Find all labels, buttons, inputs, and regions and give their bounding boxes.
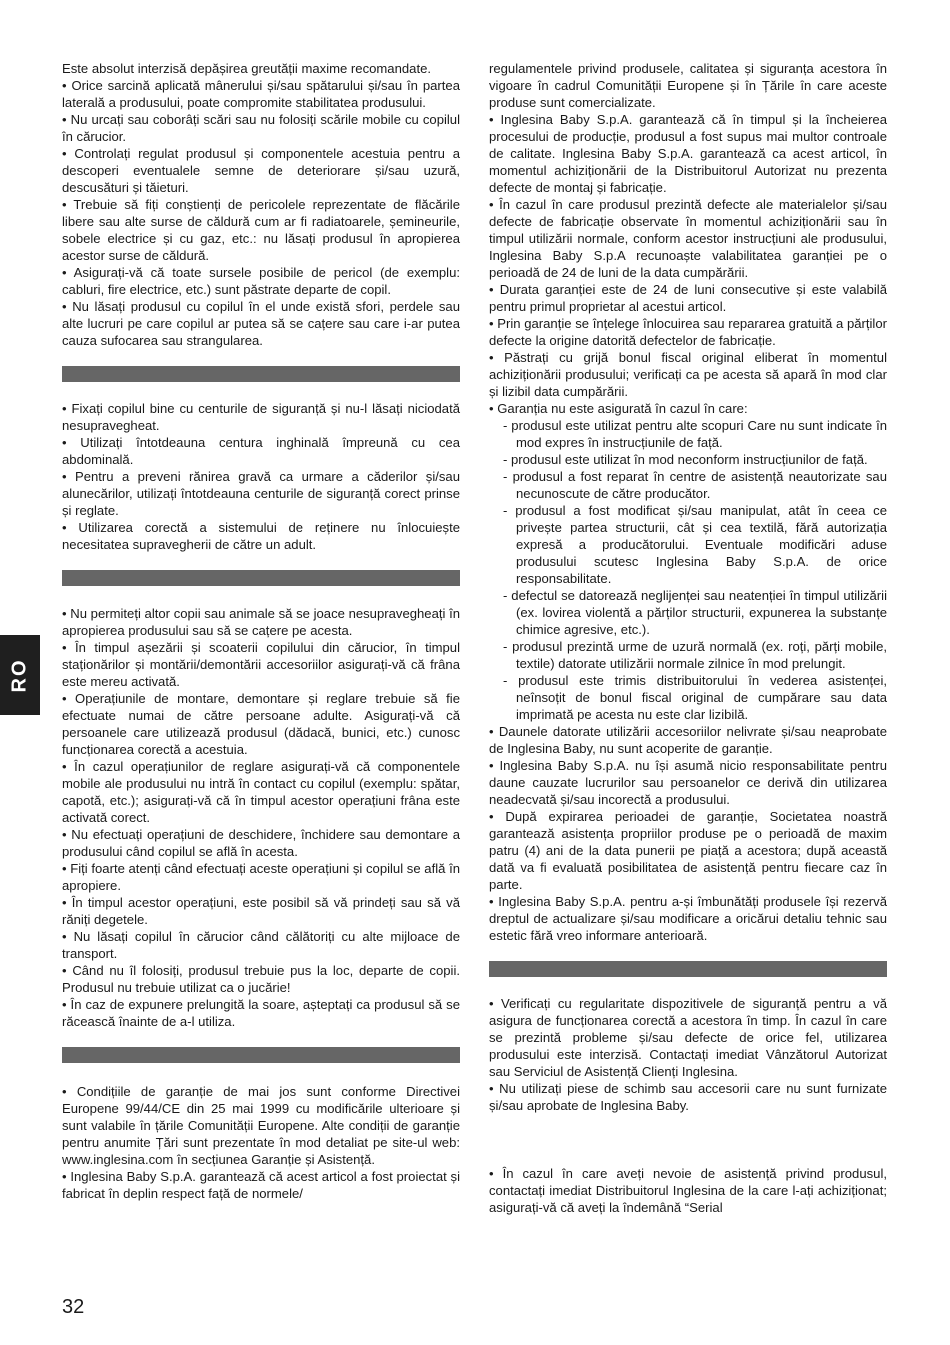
paragraph: regulamentele privind produsele, calitatea și siguranța acestora în vigoare în cadrul Comunității Europene și în Țările în care aceste produse sunt comercializate.: [489, 61, 887, 110]
language-code: RO: [8, 658, 31, 692]
section-header-bar: [62, 366, 460, 382]
section-header-bar: [489, 961, 887, 977]
list-item: - produsul a fost reparat în centre de asistență neautorizate sau necunoscute de către producător.: [503, 469, 887, 501]
list-item: - produsul a fost modificat și/sau manipulat, atât în ceea ce privește partea structurii, cât și cea textilă, fără autorizația expresă a producătorului. Eventuale modificări aduse produsului scutesc Inglesina Baby S.p.A. de orice responsabilitate.: [503, 503, 887, 586]
paragraph: • Păstrați cu grijă bonul fiscal original eliberat în momentul achiziționării produsului; verificați ca pe acesta să apară în mod clar și lizibil data cumpărării.: [489, 350, 887, 399]
list-item: - produsul prezintă urme de uzură normală (ex. roți, părți mobile, textile) datorate utilizării normale zilnice în mod prelungit.: [503, 639, 887, 671]
paragraph: • În cazul în care aveți nevoie de asistență privind produsul, contactați imediat Distribuitorul Inglesina de la care l-ați achiziționat; asigurați-vă că aveți la îndemână “Serial: [489, 1166, 887, 1215]
exclusion-list: [489, 417, 887, 723]
paragraph: • Nu permiteți altor copii sau animale să se joace nesupravegheați în apropierea produsului sau să se cațere pe acesta.: [62, 606, 460, 638]
harness-section: [62, 400, 460, 553]
paragraph: • În caz de expunere prelungită la soare, așteptați ca produsul să se răcească înainte de a-l utiliza.: [62, 997, 460, 1029]
paragraph: • Nu lăsați copilul în cărucior când călătoriți cu alte mijloace de transport.: [62, 929, 460, 961]
paragraph: • Condițiile de garanție de mai jos sunt conforme Directivei Europene 99/44/CE din 25 mai 1999 cu modificările ulterioare și sunt valabile în țările Comunității Europene. Alte condiții de garanție pentru anumite Țări sunt prezentate în mod detaliat pe site-ul web: www.inglesina.com în secțiunea Garanție și Asistență.: [62, 1084, 460, 1167]
paragraph: • Inglesina Baby S.p.A. garantează că în timpul și la încheierea procesului de producție, produsul a fost supus mai multor controale de calitate. Inglesina Baby S.p.A. garantează ca acest articol, în momentul achiziționării de la Distribuitorul Autorizat nu prezenta defecte de montaj și fabricație.: [489, 112, 887, 195]
paragraph: • În cazul operațiunilor de reglare asigurați-vă că componentele mobile ale produsului nu intră în contact cu copilul (exemplu: spătar, capotă, etc.); asigurați-vă că în timpul acestor operațiuni frâna este activată corect.: [62, 759, 460, 825]
maintenance-section: [489, 995, 887, 1114]
paragraph: • Nu lăsați produsul cu copilul în el unde există sfori, perdele sau alte lucruri pe care copilul ar putea să se cațere sau care i-ar putea cauza sufocarea sau strangularea.: [62, 299, 460, 348]
paragraph: • Când nu îl folosiți, produsul trebuie pus la loc, departe de copii. Produsul nu trebuie utilizat ca o jucărie!: [62, 963, 460, 995]
paragraph: • Inglesina Baby S.p.A. nu își asumă nicio responsabilitate pentru daune cauzate lucrurilor sau persoanelor ce derivă din utilizarea neadecvată și/sau incorectă a produsului.: [489, 758, 887, 807]
paragraph: • Nu utilizați piese de schimb sau accesorii care nu sunt furnizate și/sau aprobate de Inglesina Baby.: [489, 1081, 887, 1113]
paragraph: • Garanția nu este asigurată în cazul în care:: [489, 401, 748, 416]
paragraph: • Controlați regulat produsul și componentele acestuia pentru a descoperi eventualele semne de deteriorare și/sau uzură, descusături și tăieturi.: [62, 146, 460, 195]
language-tab: [0, 635, 40, 715]
warranty-section: [62, 1083, 460, 1202]
paragraph: • Trebuie să fiți conștienți de pericolele reprezentate de flăcările libere sau alte surse de căldură cum ar fi radiatoarele, șemineurile, sobele electrice și cu gaz, etc.: nu lăsați produsul în apropierea acestor surse de căldură.: [62, 197, 460, 263]
assistance-section: [489, 1165, 887, 1216]
section-header-bar: [62, 1047, 460, 1063]
right-column: [489, 60, 887, 1216]
usage-section: [62, 605, 460, 1030]
paragraph: • Pentru a preveni rănirea gravă ca urmare a căderilor și/sau alunecărilor, utilizați întotdeauna centurile de siguranță corect prinse și reglate.: [62, 469, 460, 518]
list-item: - produsul este utilizat în mod neconform instrucțiunilor de față.: [503, 452, 868, 467]
warranty-end: [489, 723, 887, 944]
paragraph: • Orice sarcină aplicată mânerului și/sau spătarului și/sau în partea laterală a produsului, poate compromite stabilitatea produsului.: [62, 78, 460, 110]
intro-block: [62, 60, 460, 349]
paragraph: Este absolut interzisă depășirea greutății maxime recomandate.: [62, 61, 431, 76]
left-column: [62, 60, 460, 1202]
warranty-continued: [489, 60, 887, 417]
paragraph: • Durata garanției este de 24 de luni consecutive și este valabilă pentru primul proprietar al acestui articol.: [489, 282, 887, 314]
paragraph: • Verificați cu regularitate dispozitivele de siguranță pentru a vă asigura de funcționarea corectă a acestora în timp. În cazul în care se prezintă probleme și/sau defecte de orice fel, utilizarea produsului este interzisă. Contactați imediat Vânzătorul Autorizat sau Serviciul de Asistență Clienți Inglesina.: [489, 996, 887, 1079]
paragraph: • Nu efectuați operațiuni de deschidere, închidere sau demontare a produsului când copilul se află în acesta.: [62, 827, 460, 859]
paragraph: • După expirarea perioadei de garanție, Societatea noastră garantează asistența propriilor produse pe o perioadă de maxim patru (4) ani de la data punerii pe piață a acestora; după această dată va fi evaluată posibilitatea de asistență pentru fiecare caz în parte.: [489, 809, 887, 892]
paragraph: • Daunele datorate utilizării accesoriilor nelivrate și/sau neaprobate de Inglesina Baby, nu sunt acoperite de garanție.: [489, 724, 887, 756]
paragraph: • În timpul acestor operațiuni, este posibil să vă prindeți sau să vă răniți degetele.: [62, 895, 460, 927]
paragraph: • Nu urcați sau coborâți scări sau nu folosiți scările mobile cu copilul în cărucior.: [62, 112, 460, 144]
paragraph: • Asigurați-vă că toate sursele posibile de pericol (de exemplu: cabluri, fire electrice, etc.) sunt păstrate departe de copil.: [62, 265, 460, 297]
list-item: - defectul se datorează neglijenței sau neatenției în timpul utilizării (ex. lovirea violentă a părților structurii, expunerea la substanțe chimice agresive, etc.).: [503, 588, 887, 637]
paragraph: • În cazul în care produsul prezintă defecte ale materialelor și/sau defecte de fabricație observate în momentul achiziționării sau în timpul utilizării normale, conform acestor instrucțiuni ale produsului, Inglesina Baby S.p.A recunoaște valabilitatea garanției pe o perioadă de 24 de luni de la data cumpărării.: [489, 197, 887, 280]
paragraph: • Inglesina Baby S.p.A. garantează că acest articol a fost proiectat și fabricat în deplin respect față de normele/: [62, 1169, 460, 1201]
paragraph: • Utilizarea corectă a sistemului de reținere nu înlocuiește necesitatea supravegherii de către un adult.: [62, 520, 460, 552]
page-number: 32: [62, 1296, 85, 1318]
section-header-bar: [62, 570, 460, 586]
paragraph: • În timpul așezării și scoaterii copilului din cărucior, în timpul staționărilor și montării/demontării accesoriilor asigurați-vă că frâna este mereu activată.: [62, 640, 460, 689]
paragraph: • Fiți foarte atenți când efectuați aceste operațiuni și copilul se află în apropiere.: [62, 861, 460, 893]
list-item: - produsul este utilizat pentru alte scopuri Care nu sunt indicate în mod expres în instrucțiunile de față.: [503, 418, 887, 450]
paragraph: • Utilizați întotdeauna centura inghinală împreună cu cea abdominală.: [62, 435, 460, 467]
paragraph: • Fixați copilul bine cu centurile de siguranță și nu-l lăsați niciodată nesupravegheat.: [62, 401, 460, 433]
paragraph: • Prin garanție se înțelege înlocuirea sau repararea gratuită a părților defecte la origine datorită defectelor de fabricație.: [489, 316, 887, 348]
paragraph: • Operațiunile de montare, demontare și reglare trebuie să fie efectuate numai de către persoane adulte. Asigurați-vă că persoanele care utilizează produsul (dădacă, bunici, etc.) cunosc funcționarea corectă a acestuia.: [62, 691, 460, 757]
list-item: - produsul este trimis distribuitorului în vederea asistenței, neînsoțit de bonul fiscal original de cumpărare sau data imprimată pe acesta nu este clar lizibilă.: [503, 673, 887, 722]
paragraph: • Inglesina Baby S.p.A. pentru a-și îmbunătăți produsele își rezervă dreptul de actualizare și/sau modificare a oricărui detaliu tehnic sau estetic fără vreo informare anterioară.: [489, 894, 887, 943]
